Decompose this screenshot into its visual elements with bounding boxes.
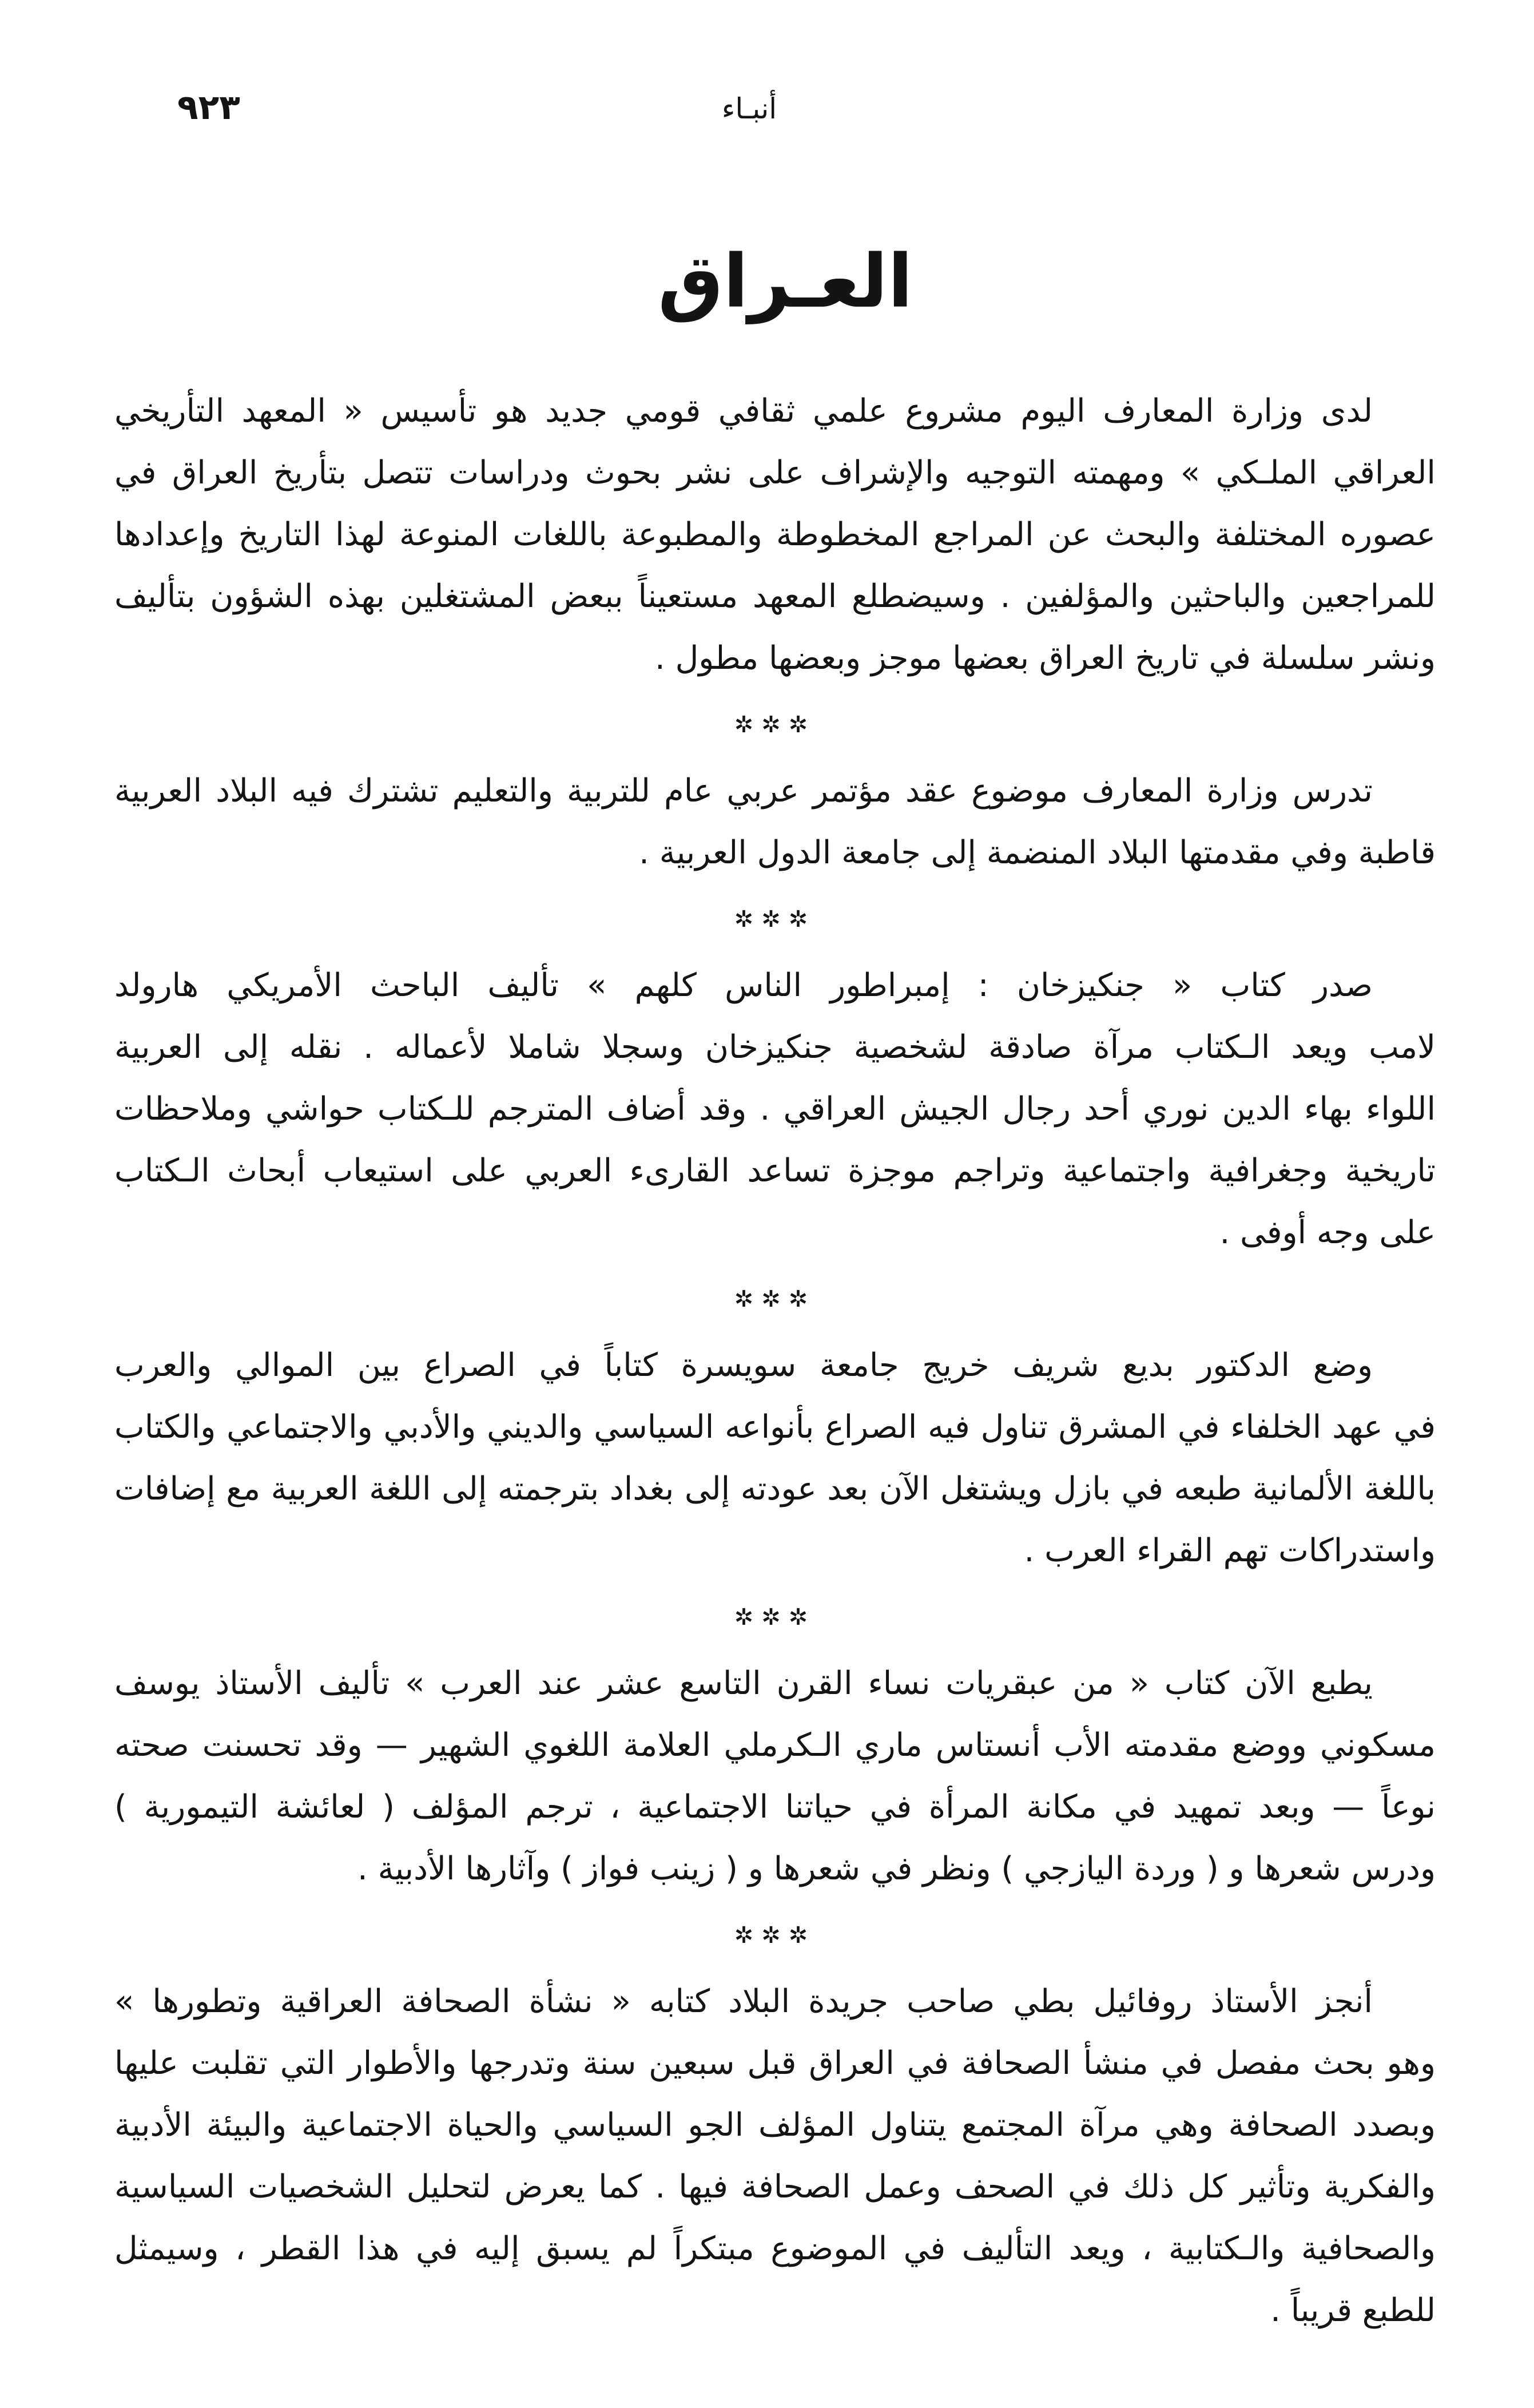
article-line: على وجه أوفى .	[1219, 1214, 1436, 1251]
running-head: أنبـاء	[721, 92, 777, 125]
article-line: وبصدد الصحافة وهي مرآة المجتمع يتناول المؤلف الجو السياسي والحياة الاجتماعية والبيئة الأدبية	[114, 2106, 1436, 2144]
article-line: واستدراكات تهم القراء العرب .	[1024, 1532, 1436, 1569]
news-item-iraqi-press-book	[114, 1971, 1436, 2342]
news-column	[114, 380, 1436, 2342]
article-line: للمراجعين والباحثين والمؤلفين . وسيضطلع المعهد مستعيناً ببعض المشتغلين بهذه الشؤون بتأليف	[114, 578, 1436, 615]
section-separator: ✲✲✲	[734, 1604, 816, 1631]
page-number: ٩٢٣	[177, 88, 240, 128]
article-line: لدى وزارة المعارف اليوم مشروع علمي ثقافي قومي جديد هو تأسيس « المعهد التأريخي	[114, 392, 1373, 430]
article-line: أنجز الأستاذ روفائيل بطي صاحب جريدة البلاد كتابه « نشأة الصحافة العراقية وتطورها »	[114, 1983, 1373, 2020]
section-separator: ✲✲✲	[734, 1922, 816, 1949]
article-line: نوعاً — وبعد تمهيد في مكانة المرأة في حياتنا الاجتماعية ، ترجم المؤلف ( لعائشة التيمورية )	[114, 1788, 1436, 1826]
news-item-mawali-arabs-book	[114, 1335, 1436, 1582]
article-line: باللغة الألمانية طبعه في بازل ويشتغل الآن بعد عودته إلى بغداد بترجمته إلى اللغة العربية مع إضافات	[114, 1470, 1436, 1508]
article-line: لامب ويعد الـكتاب مرآة صادقة لشخصية جنكيزخان وسجلا شاملا لأعماله . نقله إلى العربية	[114, 1029, 1436, 1066]
article-line: يطبع الآن كتاب « من عبقريات نساء القرن التاسع عشر عند العرب » تأليف الأستاذ يوسف	[114, 1665, 1373, 1702]
article-line: ودرس شعرها و ( وردة اليازجي ) ونظر في شعرها و ( زينب فواز ) وآثارها الأدبية .	[357, 1850, 1436, 1887]
article-line: والفكرية وتأثير كل ذلك في الصحف وعمل الصحافة فيها . كما يعرض لتحليل الشخصيات السياسية	[114, 2168, 1436, 2205]
section-separator: ✲✲✲	[734, 906, 816, 933]
section-separator: ✲✲✲	[734, 1286, 816, 1312]
page-title: العـراق	[658, 239, 913, 324]
article-line: والصحافية والـكتابية ، ويعد التأليف في الموضوع مبتكراً لم يسبق إليه في هذا القطر ، وسيمثل	[114, 2230, 1436, 2267]
article-line: في عهد الخلفاء في المشرق تناول فيه الصراع بأنواعه السياسي والديني والأدبي والاجتماعي والكتاب	[114, 1409, 1436, 1446]
article-line: وضع الدكتور بديع شريف خريج جامعة سويسرة كتاباً في الصراع بين الموالي والعرب	[114, 1347, 1373, 1384]
article-line: قاطبة وفي مقدمتها البلاد المنضمة إلى جامعة الدول العربية .	[639, 834, 1436, 871]
article-line: صدر كتاب « جنكيزخان : إمبراطور الناس كلهم » تأليف الباحث الأمريكي هارولد	[114, 967, 1373, 1004]
article-line: مسكوني ووضع مقدمته الأب أنستاس ماري الـكرملي العلامة اللغوي الشهير — وقد تحسنت صحته	[114, 1727, 1436, 1764]
article-line: للطبع قريباً .	[1270, 2292, 1436, 2329]
news-item-education-conference	[114, 760, 1436, 884]
article-line: وهو بحث مفصل في منشأ الصحافة في العراق قبل سبعين سنة وتدرجها والأطوار التي تقلبت عليها	[114, 2045, 1436, 2082]
article-line: تدرس وزارة المعارف موضوع عقد مؤتمر عربي عام للتربية والتعليم تشترك فيه البلاد العربية	[114, 772, 1373, 810]
article-line: ونشر سلسلة في تاريخ العراق بعضها موجز وبعضها مطول .	[655, 640, 1436, 677]
article-line: العراقي الملـكي » ومهمته التوجيه والإشراف على نشر بحوث ودراسات تتصل بتأريخ العراق في	[114, 454, 1436, 491]
article-line: عصوره المختلفة والبحث عن المراجع المخطوطة والمطبوعة باللغات المنوعة لهذا التاريخ وإعدادها	[114, 516, 1436, 553]
article-line: اللواء بهاء الدين نوري أحد رجال الجيش العراقي . وقد أضاف المترجم للـكتاب حواشي وملاحظات	[114, 1090, 1436, 1128]
news-item-royal-historical-institute	[114, 380, 1436, 689]
article-line: تاريخية وجغرافية واجتماعية وتراجم موجزة تساعد القارىء العربي على استيعاب أبحاث الـكتاب	[114, 1152, 1436, 1189]
news-item-genghis-khan-book	[114, 955, 1436, 1264]
section-separator: ✲✲✲	[734, 712, 816, 738]
news-item-women-geniuses-book	[114, 1653, 1436, 1900]
